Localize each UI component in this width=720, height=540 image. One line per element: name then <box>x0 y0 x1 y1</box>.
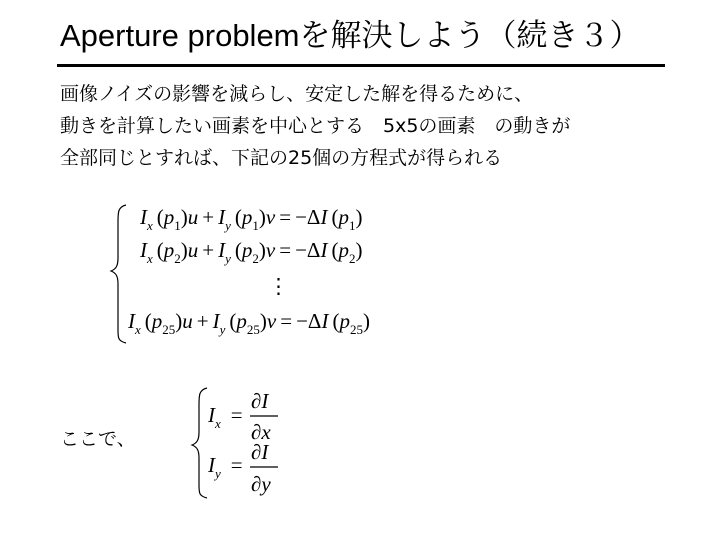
body-line-1: 画像ノイズの影響を減らし、安定した解を得るために、 <box>60 83 534 105</box>
equation-system-brace <box>111 205 126 343</box>
svg-text:∂I: ∂I <box>251 440 269 464</box>
derivative-iy <box>207 440 278 496</box>
vertical-ellipsis: ⋮ <box>268 274 289 298</box>
svg-text:Ix(p1)u+Iy(p1)v=−ΔI(p1): $I_x$ $(p_1)u + I_y$ $(p_1)v = -\Delta I$ $(p_1)$ <box>140 205 363 233</box>
slide-title: Aperture problemを解決しよう（続き３） <box>60 18 641 53</box>
equation-1 <box>139 205 362 233</box>
svg-text:Ix(p2)u+Iy(p2)v=−ΔI(p2): $I_x$ $(p_2)u + I_y$ $(p_2)v = -\Delta I$ $(p_2)$ <box>140 238 363 266</box>
svg-text:Iy=: $I_y$ = <box>208 453 243 481</box>
koko-label: ここで、 <box>60 428 136 450</box>
body-line-3: 全部同じとすれば、下記の25個の方程式が得られる <box>60 147 503 169</box>
equation-25 <box>127 309 370 337</box>
svg-text:Ix=: $I_x$ = <box>208 403 243 431</box>
derivative-brace <box>192 388 207 498</box>
svg-text:∂I: ∂I <box>251 389 269 413</box>
body-line-2: 動きを計算したい画素を中心とする 5x5の画素 の動きが <box>60 115 571 137</box>
derivative-ix <box>207 389 278 444</box>
svg-text:∂x: ∂x <box>251 420 271 444</box>
equation-2 <box>139 238 362 266</box>
svg-text:Ix(p25)u+Iy(p25)v=−ΔI(p25): $I_x$ $(p_{25})u + I_y$ $(p_{25})v = -\Delta I$ $(p_{25})$ <box>128 309 370 337</box>
svg-text:∂y: ∂y <box>251 472 271 496</box>
